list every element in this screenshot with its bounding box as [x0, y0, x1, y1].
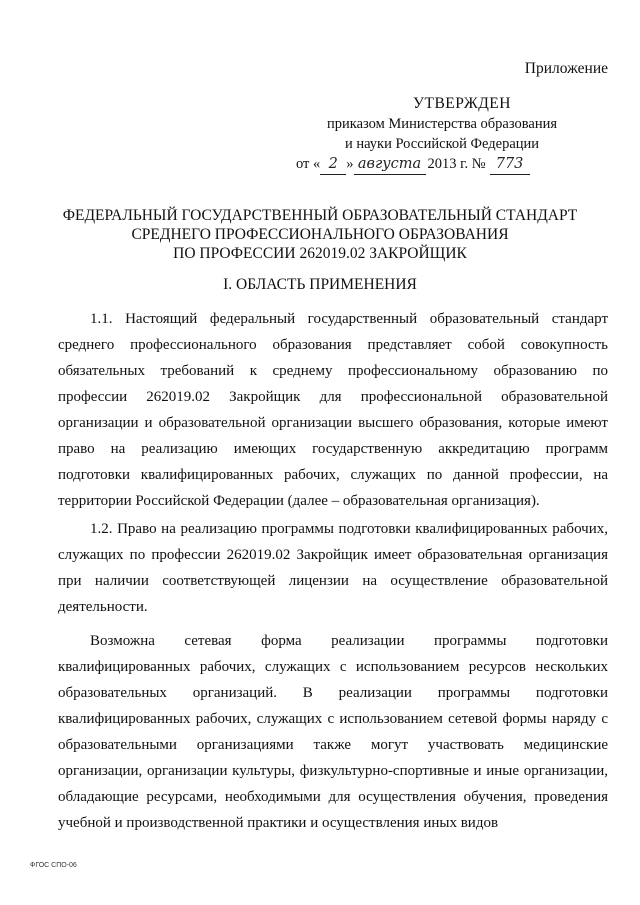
- document-body: [58, 306, 608, 836]
- approval-block: [292, 94, 592, 175]
- handwritten-day: 2: [320, 154, 346, 175]
- title-line-1: ФЕДЕРАЛЬНЫЙ ГОСУДАРСТВЕННЫЙ ОБРАЗОВАТЕЛЬНЫЙ СТАНДАРТ: [62, 207, 578, 224]
- date-year: 2013 г. №: [427, 156, 486, 172]
- order-line-2: и науки Российской Федерации: [344, 136, 540, 152]
- standard-title: [40, 206, 600, 263]
- handwritten-month: августа: [354, 154, 426, 175]
- appendix-label: Приложение: [524, 60, 608, 77]
- order-line-1: приказом Министерства образования: [326, 116, 558, 132]
- section-heading: I. ОБЛАСТЬ ПРИМЕНЕНИЯ: [223, 276, 417, 293]
- handwritten-order-number: 773: [490, 154, 530, 175]
- footer-code: ФГОС СПО-06: [30, 862, 77, 869]
- paragraph-1-1: 1.1. Настоящий федеральный государственный образовательный стандарт среднего профессионального образования представляет собой совокупность обязательных требований к среднему профессиональному образованию по профессии 262019.02 Закройщик для профессиональной образовательной организации и образовательной организации высшего образования, которые имеют право на реализацию имеющих государственную аккредитацию программ подготовки квалифицированных рабочих, служащих по данной профессии, на территории Российской Федерации (далее – образовательная организация).: [58, 311, 608, 509]
- paragraph-1-2: 1.2. Право на реализацию программы подготовки квалифицированных рабочих, служащих по профессии 262019.02 Закройщик имеет образовательная организация при наличии соответствующей лицензии на осуществление образовательной деятельности.: [58, 521, 608, 615]
- title-line-2: СРЕДНЕГО ПРОФЕССИОНАЛЬНОГО ОБРАЗОВАНИЯ: [131, 226, 509, 243]
- paragraph-network-form: Возможна сетевая форма реализации программы подготовки квалифицированных рабочих, служащих с использованием ресурсов нескольких образовательных организаций. В реализации программы подготовки квалифицированных рабочих, служащих с использованием сетевой формы наряду с образовательными организациями также могут участвовать медицинские организации, организации культуры, физкультурно-спортивные и иные организации, обладающие ресурсами, необходимыми для осуществления обучения, проведения учебной и производственной практики и осуществления иных видов: [58, 633, 608, 831]
- title-line-3: ПО ПРОФЕССИИ 262019.02 ЗАКРОЙЩИК: [173, 245, 467, 262]
- order-date-line: [292, 154, 592, 175]
- approved-heading: УТВЕРЖДЕН: [413, 95, 511, 112]
- date-mid: »: [346, 156, 354, 172]
- date-prefix: от «: [296, 156, 321, 172]
